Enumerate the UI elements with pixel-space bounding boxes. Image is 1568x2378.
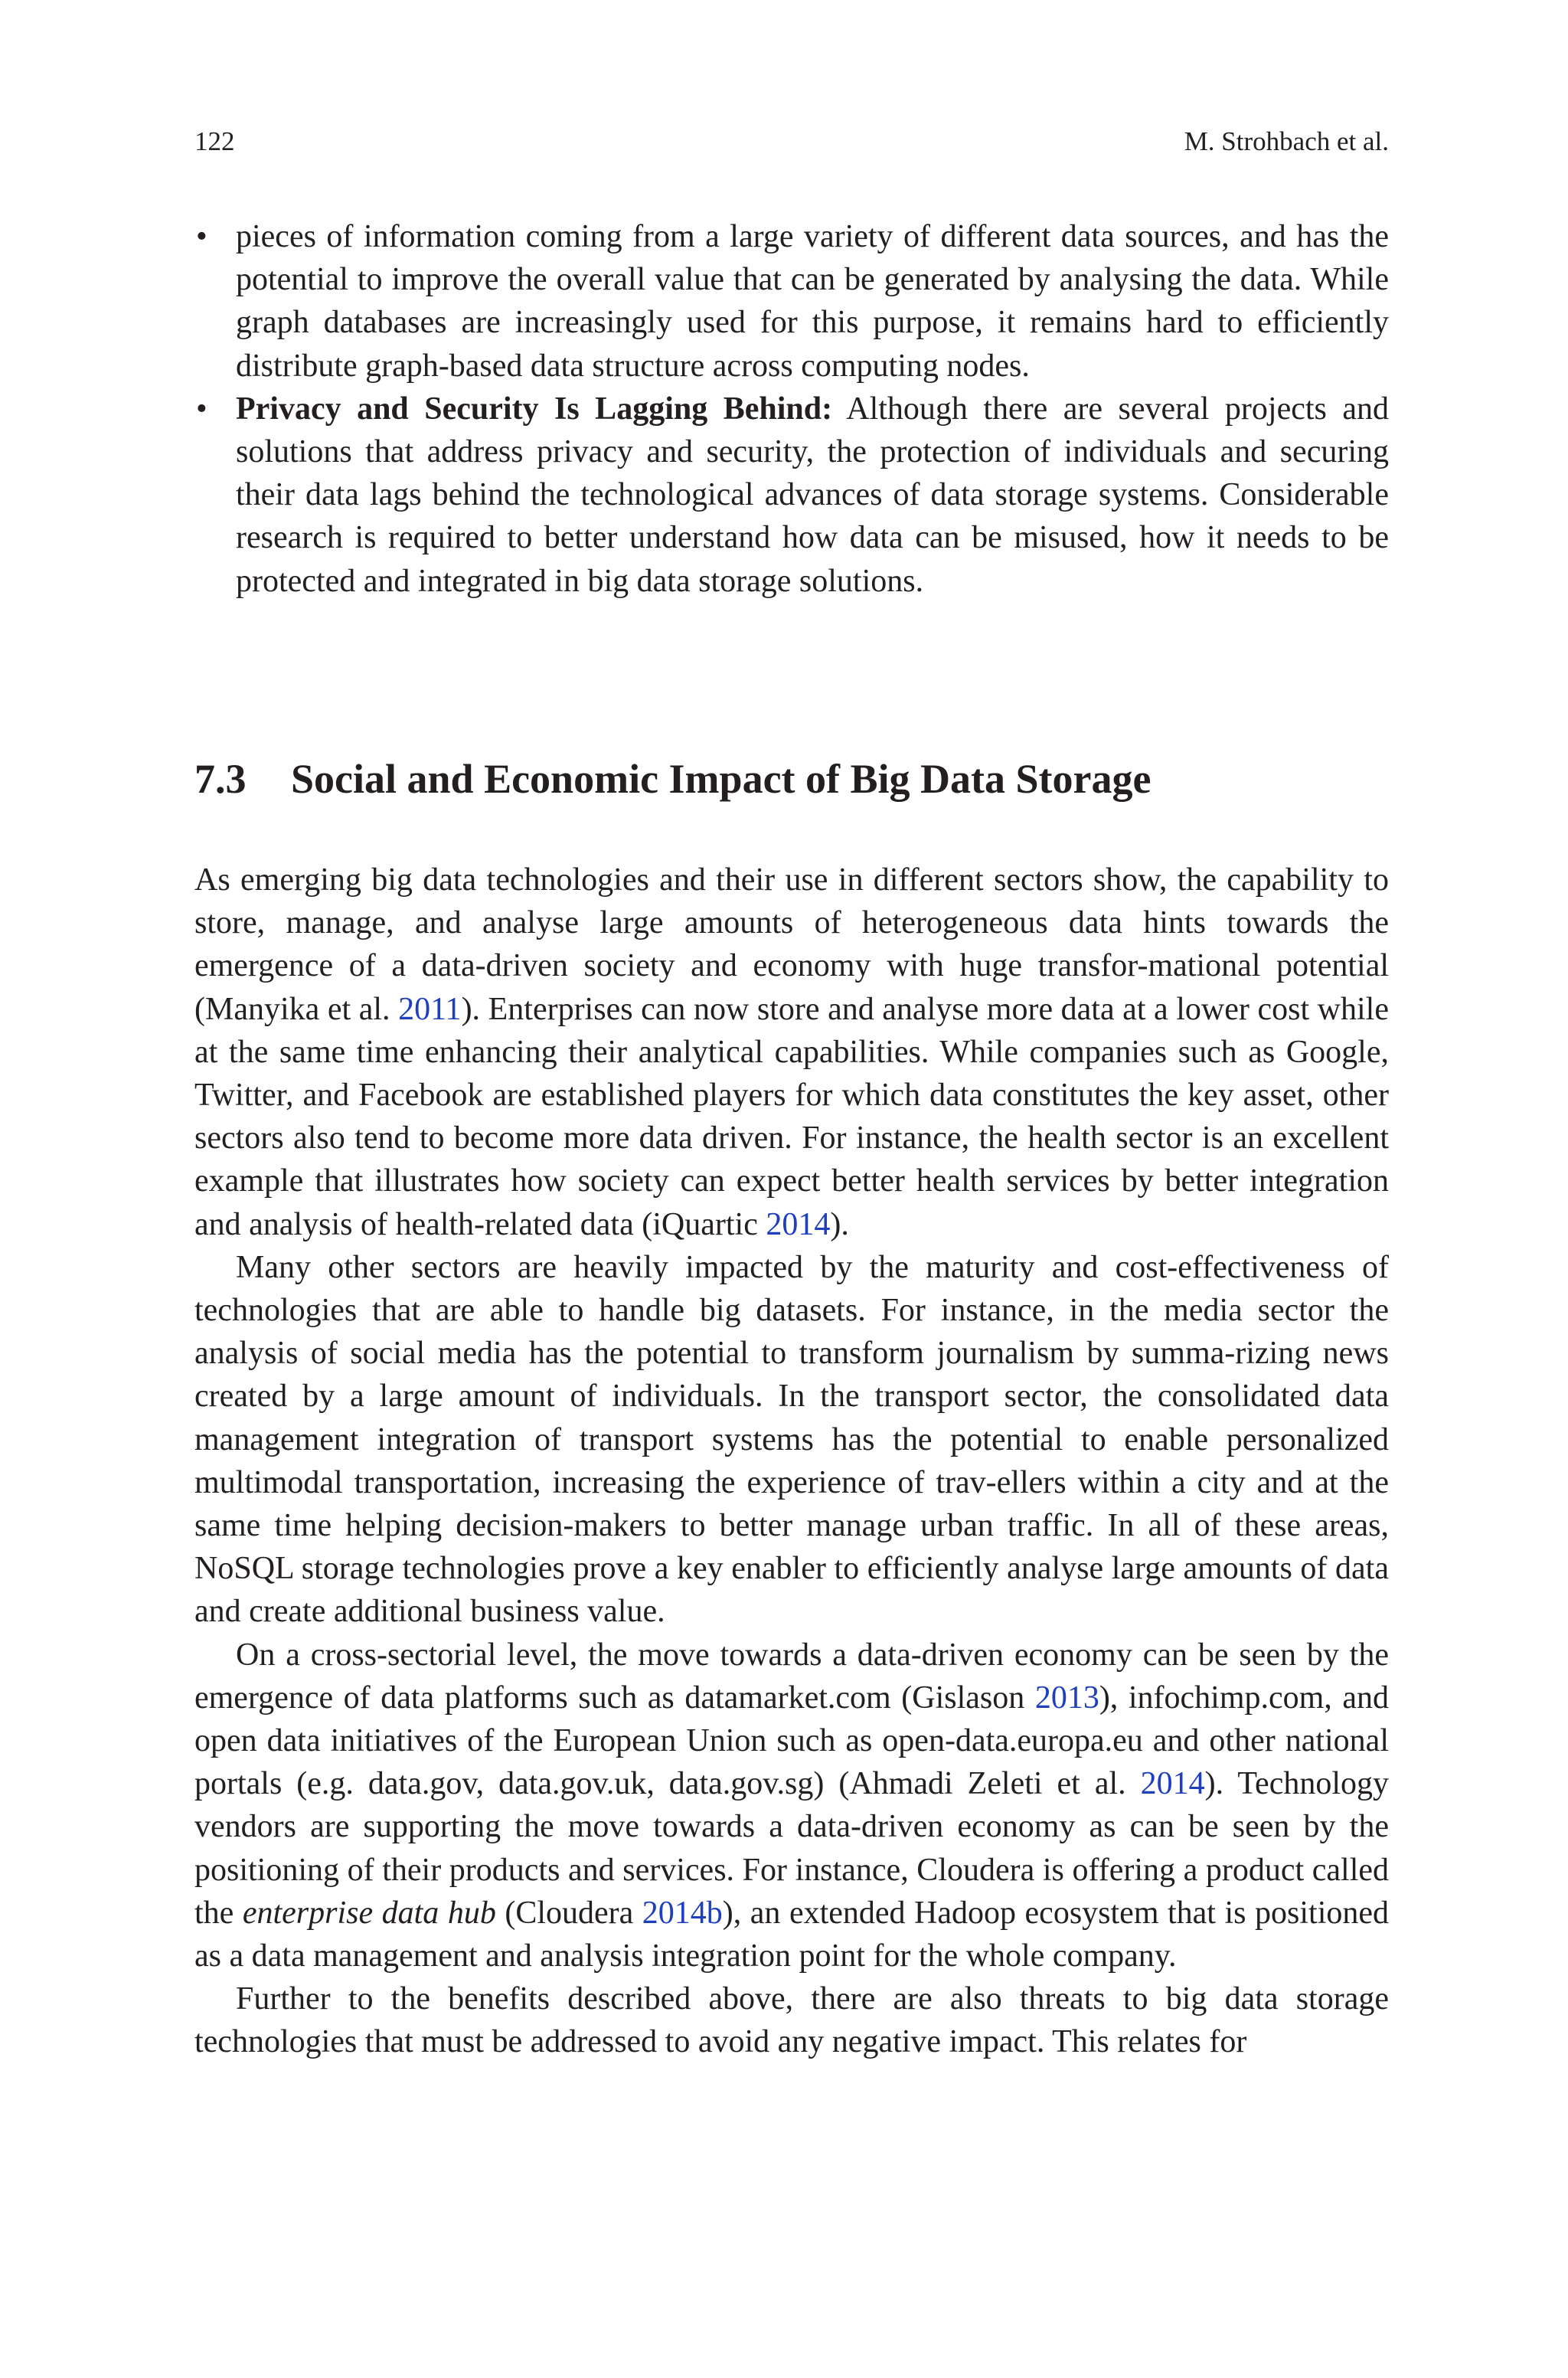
paragraph-text: As emerging big data technologies and their use in different sectors show, the capability to store, manage, and analyse large amounts of heterogeneous data hints towards the emergence of a data-driven society and economy with huge transfor-mational potential (Manyika et al. <box>194 862 1389 1027</box>
paragraph-text: ), infochimp.com, and open data initiatives of the European Union such as open-data.europa.eu and other national portals (e.g. data.gov, data.gov.uk, data.gov.sg) (Ahmadi Zeleti et al. <box>194 1680 1390 1802</box>
running-head <box>194 123 1389 161</box>
running-head-authors: M. Strohbach et al. <box>1184 126 1389 156</box>
paragraph-text: Further to the benefits described above, there are also threats to big data storage technologies that must be addressed to avoid any negative impact. This relates for <box>194 1981 1389 2060</box>
paragraph-text: On a cross-sectorial level, the move towards a data-driven economy can be seen by the emergence of data platforms such as datamarket.com (Gislason <box>194 1637 1389 1716</box>
bullet-item-privacy-security <box>196 388 1389 603</box>
paragraph-text: ), an extended Hadoop ecosystem that is positioned as a data management and analysis integration point for the whole company. <box>194 1895 1390 1974</box>
paragraph-text: (Cloudera <box>495 1895 642 1931</box>
paragraph-text: Many other sectors are heavily impacted by the maturity and cost-effectiveness of technologies that are able to handle big datasets. For instance, in the media sector the analysis of social media has the potential to transform journalism by summa-rizing news created by a large amount of individuals. In the transport sector, the consolidated data management integration of transport systems has the potential to enable personalized multimodal transportation, increasing the experience of trav-ellers within a city and at the same time helping decision-makers to better manage urban traffic. In all of these areas, NoSQL storage technologies prove a key enabler to efficiently analyse large amounts of data and create additional business value. <box>194 1249 1389 1630</box>
bullet-item-text: Although there are several projects and solutions that address privacy and security, the protection of individuals and securing their data lags behind the technological advances of data storage systems. Considerable research is required to better understand how data can be misused, how it needs to be protected and integrated in big data storage solutions. <box>236 391 1389 599</box>
paragraph-text: ). Enterprises can now store and analyse more data at a lower cost while at the same time enhancing their analytical capabilities. While companies such as Google, Twitter, and Facebook are established players for which data constitutes the key asset, other sectors also tend to become more data driven. For instance, the health sector is an excellent example that illustrates how society can expect better health services by better integration and analysis of health-related data (iQuartic <box>194 991 1389 1242</box>
citation-link-cloudera-2014b[interactable]: 2014b <box>642 1895 723 1931</box>
citation-link-iquartic-2014[interactable]: 2014 <box>766 1206 831 1242</box>
citation-link-ahmadi-zeleti-2014[interactable]: 2014 <box>1140 1766 1205 1802</box>
bullet-marker: • <box>196 219 207 254</box>
bullet-item-graph-data <box>196 215 1389 388</box>
paragraph-text: ). <box>830 1206 849 1242</box>
section-heading <box>194 752 1389 806</box>
bullet-list <box>196 215 1389 603</box>
paragraph-1 <box>194 859 1389 1246</box>
paragraph-text: ). Technology vendors are supporting the move towards a data-driven economy as can be seen by the positioning of their products and services. For instance, Cloudera is offering a product called the <box>194 1766 1390 1931</box>
bullet-marker: • <box>196 391 207 427</box>
section-title: Social and Economic Impact of Big Data Storage <box>291 756 1152 802</box>
paragraph-4 <box>194 1977 1389 2063</box>
section-number: 7.3 <box>194 756 247 802</box>
emphasized-term: enterprise data hub <box>242 1895 496 1931</box>
paragraph-3 <box>194 1634 1389 1978</box>
section-body <box>194 859 1389 2064</box>
bullet-item-text: pieces of information coming from a large variety of different data sources, and has the potential to improve the overall value that can be generated by analysing the data. While graph databases are increasingly used for this purpose, it remains hard to efficiently distribute graph-based data structure across computing nodes. <box>236 219 1389 384</box>
citation-link-manyika-2011[interactable]: 2011 <box>398 991 462 1027</box>
paragraph-2 <box>194 1246 1389 1634</box>
page-number: 122 <box>194 126 235 156</box>
citation-link-gislason-2013[interactable]: 2013 <box>1034 1680 1099 1716</box>
bullet-item-heading: Privacy and Security Is Lagging Behind: <box>236 391 833 427</box>
